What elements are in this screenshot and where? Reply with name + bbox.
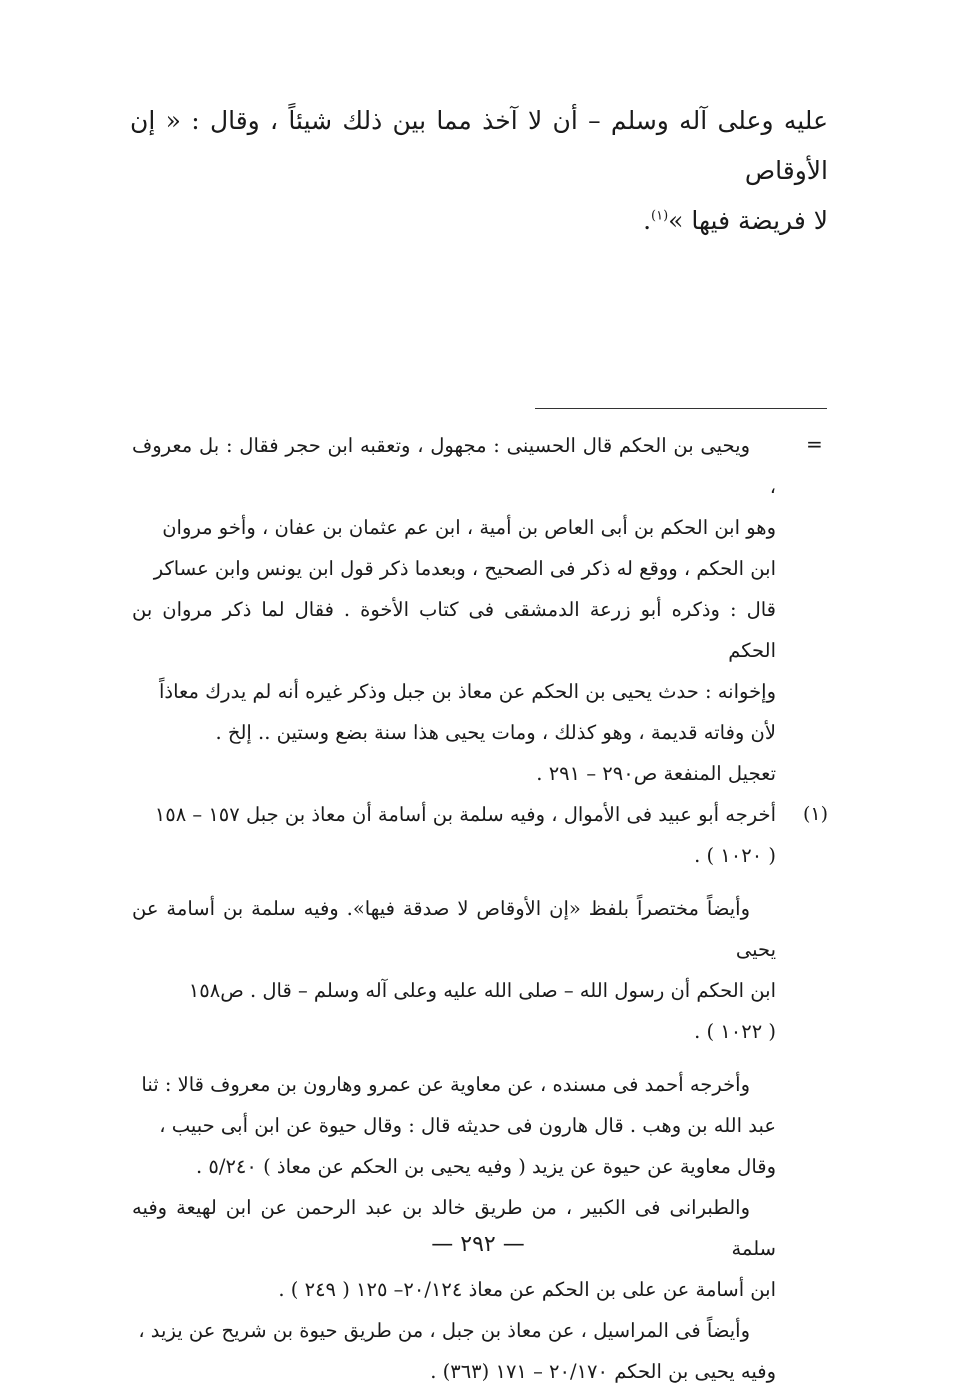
footnote-line: وفيه يحيى بن الحكم ٢٠/١٧٠ – ١٧١ (٣٦٣) . [430,1360,776,1383]
footnote-line: ابن الحكم ، ووقع له ذكر فى الصحيح ، وبعدما ذكر قول ابن يونس وابن عساكر [153,557,776,580]
footnote-1-paragraph-5 [132,1310,776,1392]
main-line-2-text: لا فريضة فيها » [668,206,828,235]
footnote-line: لأن وفاته قديمة ، وهو كذلك ، ومات يحيى هذا سنة بضع وستين .. إلخ . [215,721,776,744]
footnote-line: والطبرانى فى الكبير ، من طريق خالد بن عبد الرحمن عن ابن لهيعة وفيه سلمة [132,1196,776,1260]
footnote-continuation [132,425,776,794]
footnote-line: تعجيل المنفعة ص٢٩٠ – ٢٩١ . [536,762,776,785]
footnote-separator [535,408,827,409]
footnote-line: أخرجه أبو عبيد فى الأموال ، وفيه سلمة بن أسامة أن معاذ بن جبل ١٥٧ – ١٥٨ [154,803,776,826]
footnote-line: ( ١٠٢٢ ) . [694,1020,776,1043]
footnote-line: ( ١٠٢٠ ) . [694,844,776,867]
footnote-line: وهو ابن الحكم بن أبى العاص بن أمية ، ابن عم عثمان بن عفان ، وأخو مروان [162,516,776,539]
footnote-line: وقال معاوية عن حيوة عن يزيد ( وفيه يحيى بن الحكم عن معاذ ) ٥/٢٤٠ . [196,1155,776,1178]
main-line-2-end: . [643,206,652,235]
footnote-1-paragraph-3 [132,1064,776,1187]
footnote-number-1: (١) [802,803,828,825]
footnote-line: وإخوانه : حدث يحيى بن الحكم عن معاذ بن جبل وذكر غيره أنه لم يدرك معاذاً [159,680,776,703]
footnote-line: ابن الحكم أن رسول الله – صلى الله عليه وعلى آله وسلم – قال . ص١٥٨ [188,979,776,1002]
footnote-line: قال : وذكره أبو زرعة الدمشقى فى كتاب الأخوة . فقال لما ذكر مروان بن الحكم [132,598,776,662]
page-number: — ٢٩٢ — [431,1232,525,1257]
footnote-ref-1[interactable]: (١) [651,208,669,224]
main-line-2 [130,196,828,246]
footnote-line: ويحيى بن الحكم قال الحسينى : مجهول ، وتعقبه ابن حجر فقال : بل معروف ، [132,434,776,498]
footnote-1 [132,794,828,876]
footnote-line: وأيضاً فى المراسيل ، عن معاذ بن جبل ، من طريق حيوة بن شريح عن يزيد ، [138,1319,750,1342]
footnote-1-paragraph-2 [132,888,776,1052]
footnote-line: عبد الله بن وهب . قال هارون فى حديثه قال : وقال حيوة عن ابن أبى حبيب ، [159,1114,776,1137]
footnote-line: ابن أسامة عن على بن الحكم عن معاذ ٢٠/١٢٤– ١٢٥ ( ٢٤٩ ) . [278,1278,776,1301]
footnote-continuation-mark: = [806,432,823,456]
footnote-line: وأخرجه أحمد فى مسنده ، عن معاوية عن عمرو وهارون بن معروف قالا : ثنا [141,1073,750,1096]
footnote-line: وأيضاً مختصراً بلفظ «إن الأوقاص لا صدقة فيها». وفيه سلمة بن أسامة عن يحيى [132,897,776,961]
main-line-1: عليه وعلى آله وسلم – أن لا آخذ مما بين ذلك شيئاً ، وقال : « إن الأوقاص [130,106,828,185]
main-text [130,96,828,246]
